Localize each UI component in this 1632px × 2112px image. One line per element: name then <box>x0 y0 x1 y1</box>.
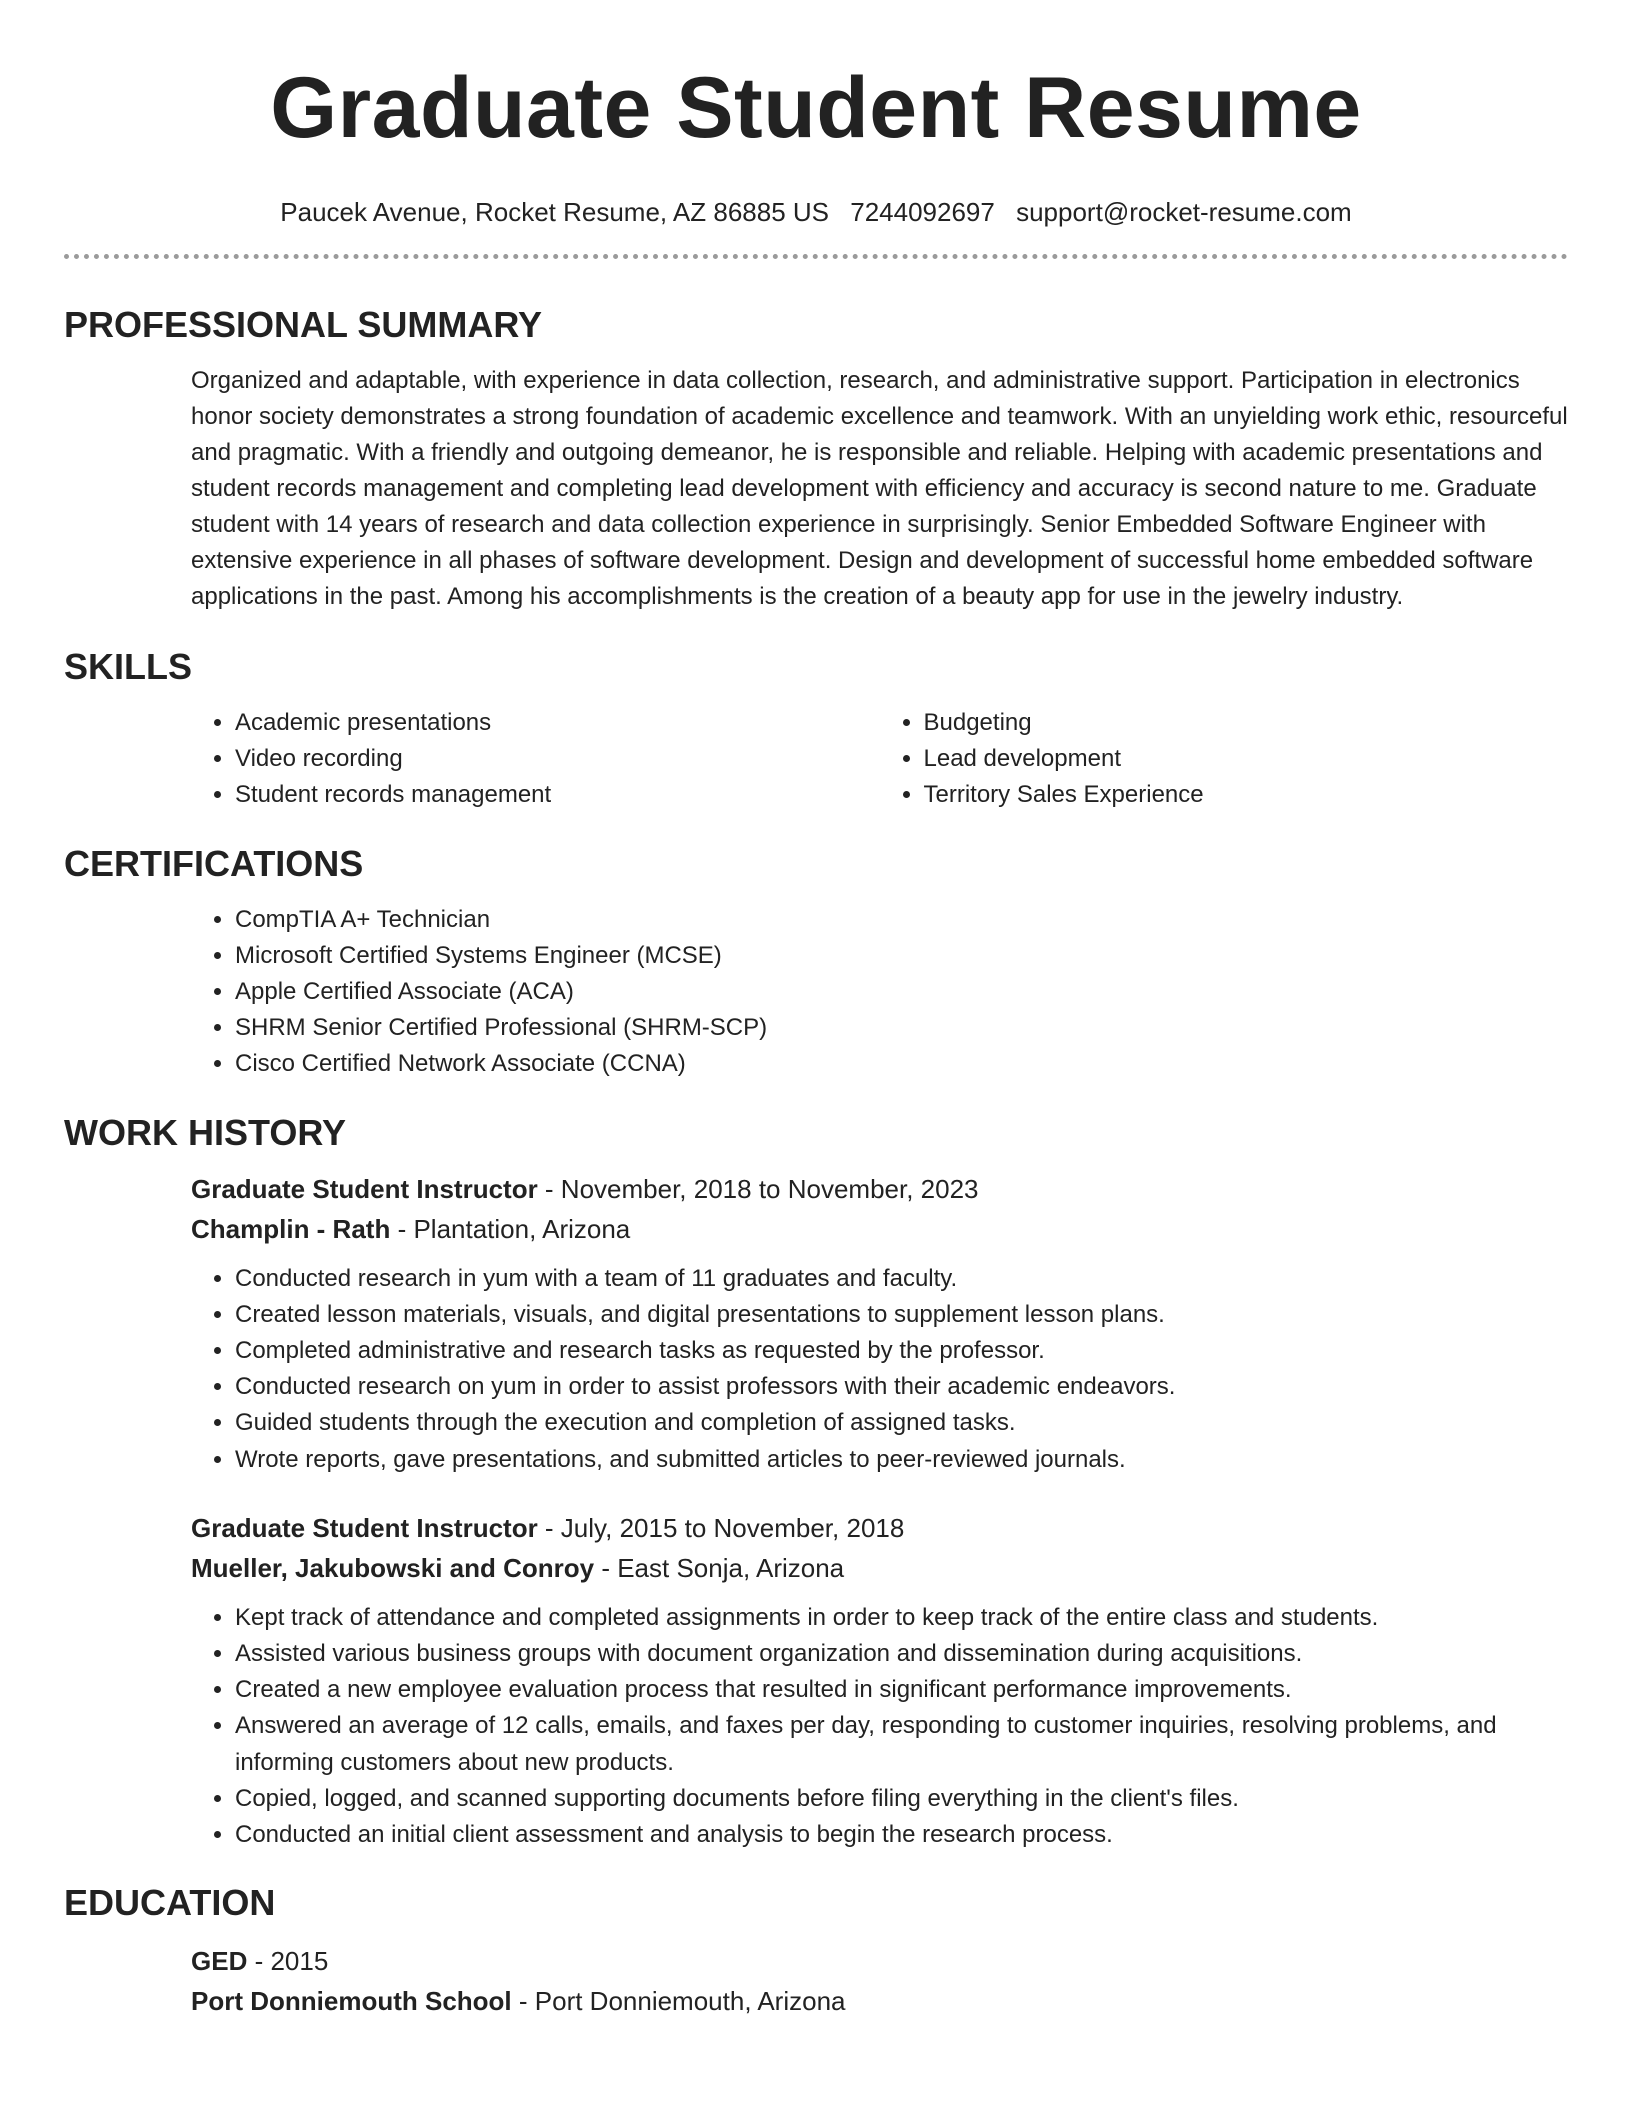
skills-heading: SKILLS <box>64 646 193 687</box>
skills-list-left <box>191 705 880 814</box>
certification-item: • CompTIA A+ Technician <box>235 902 1568 938</box>
job-company: Mueller, Jakubowski and Conroy <box>191 1552 595 1583</box>
job-bullet: • Conducted research in yum with a team of 11 graduates and faculty. <box>235 1261 1568 1297</box>
education-school: Port Donniemouth School <box>191 1986 512 2017</box>
job-dates: - July, 2015 to November, 2018 <box>537 1512 905 1543</box>
job-bullet: • Copied, logged, and scanned supporting documents before filing everything in the client's files. <box>235 1781 1568 1817</box>
work-history-heading: WORK HISTORY <box>64 1111 347 1153</box>
job-title-line <box>191 1169 1568 1209</box>
certifications-section <box>64 842 1568 1083</box>
contact-line <box>64 194 1568 230</box>
certifications-list <box>191 902 1568 1083</box>
skill-item: • Budgeting <box>924 705 1569 741</box>
certification-item: • Apple Certified Associate (ACA) <box>235 974 1568 1010</box>
work-history-section <box>64 1111 1568 1854</box>
education-school-line <box>191 1981 1568 2021</box>
job-bullet: • Wrote reports, gave presentations, and submitted articles to peer-reviewed journals. <box>235 1442 1568 1478</box>
job-bullet: • Assisted various business groups with document organization and dissemination during acquisitions. <box>235 1636 1568 1672</box>
job-location: - East Sonja, Arizona <box>594 1552 845 1583</box>
job-bullet: • Created lesson materials, visuals, and digital presentations to supplement lesson plans. <box>235 1297 1568 1333</box>
job-bullet: • Created a new employee evaluation process that resulted in significant performance improvements. <box>235 1672 1568 1708</box>
header-divider <box>64 254 1568 259</box>
job-bullet: • Completed administrative and research tasks as requested by the professor. <box>235 1333 1568 1369</box>
skill-item: • Video recording <box>235 741 880 777</box>
skills-list-right <box>880 705 1569 814</box>
job-company: Champlin - Rath <box>191 1213 391 1244</box>
job-entry <box>191 1169 1568 1478</box>
skill-item: • Student records management <box>235 777 880 813</box>
job-bullets <box>191 1600 1568 1853</box>
education-degree: GED <box>191 1946 248 1977</box>
skills-section <box>64 645 1568 814</box>
contact-email: support@rocket-resume.com <box>1016 197 1352 227</box>
education-degree-line <box>191 1941 1568 1981</box>
summary-section <box>64 303 1568 615</box>
certifications-heading: CERTIFICATIONS <box>64 842 364 884</box>
certification-item: • Microsoft Certified Systems Engineer (MCSE) <box>235 938 1568 974</box>
certification-item: • Cisco Certified Network Associate (CCNA) <box>235 1046 1568 1082</box>
job-title-line <box>191 1508 1568 1548</box>
skill-item: • Academic presentations <box>235 705 880 741</box>
job-location: - Plantation, Arizona <box>390 1213 631 1244</box>
job-company-line <box>191 1548 1568 1588</box>
summary-heading: PROFESSIONAL SUMMARY <box>64 304 543 345</box>
job-entry <box>191 1508 1568 1853</box>
education-heading: EDUCATION <box>64 1882 276 1924</box>
job-bullet: • Conducted an initial client assessment and analysis to begin the research process. <box>235 1817 1568 1853</box>
job-title: Graduate Student Instructor <box>191 1512 538 1543</box>
education-year: - 2015 <box>247 1946 329 1977</box>
summary-text: Organized and adaptable, with experience in data collection, research, and administrative support. Participation in electronics honor society demonstrates a strong foundation of academic excellence and teamwork. With an unyielding work ethic, resourceful and pragmatic. With a friendly and outgoing demeanor, he is responsible and reliable. Helping with academic presentations and student records management and completing lead development with efficiency and accuracy is second nature to me. Graduate student with 14 years of research and data collection experience in surprisingly. Senior Embedded Software Engineer with extensive experience in all phases of software development. Design and development of successful home embedded software applications in the past. Among his accomplishments is the creation of a beauty app for use in the jewelry industry. <box>191 367 1568 610</box>
job-bullet: • Conducted research on yum in order to assist professors with their academic endeavors. <box>235 1369 1568 1405</box>
skill-item: • Lead development <box>924 741 1569 777</box>
job-bullets <box>191 1261 1568 1478</box>
job-bullet: • Guided students through the execution and completion of assigned tasks. <box>235 1405 1568 1441</box>
skill-item: • Territory Sales Experience <box>924 777 1569 813</box>
job-bullet: • Answered an average of 12 calls, emails, and faxes per day, responding to customer inquiries, resolving problems, and informing customers about new products. <box>235 1708 1568 1780</box>
job-company-line <box>191 1209 1568 1249</box>
education-entry <box>191 1941 1568 2021</box>
education-section <box>64 1881 1568 2021</box>
certification-item: • SHRM Senior Certified Professional (SHRM-SCP) <box>235 1010 1568 1046</box>
contact-address: Paucek Avenue, Rocket Resume, AZ 86885 US <box>280 197 830 227</box>
resume-title: Graduate Student Resume <box>270 60 1362 156</box>
job-bullet: • Kept track of attendance and completed assignments in order to keep track of the entire class and students. <box>235 1600 1568 1636</box>
skills-columns <box>191 705 1568 814</box>
job-title: Graduate Student Instructor <box>191 1173 538 1204</box>
job-dates: - November, 2018 to November, 2023 <box>537 1173 979 1204</box>
education-location: - Port Donniemouth, Arizona <box>511 1986 846 2017</box>
contact-phone: 7244092697 <box>850 197 995 227</box>
